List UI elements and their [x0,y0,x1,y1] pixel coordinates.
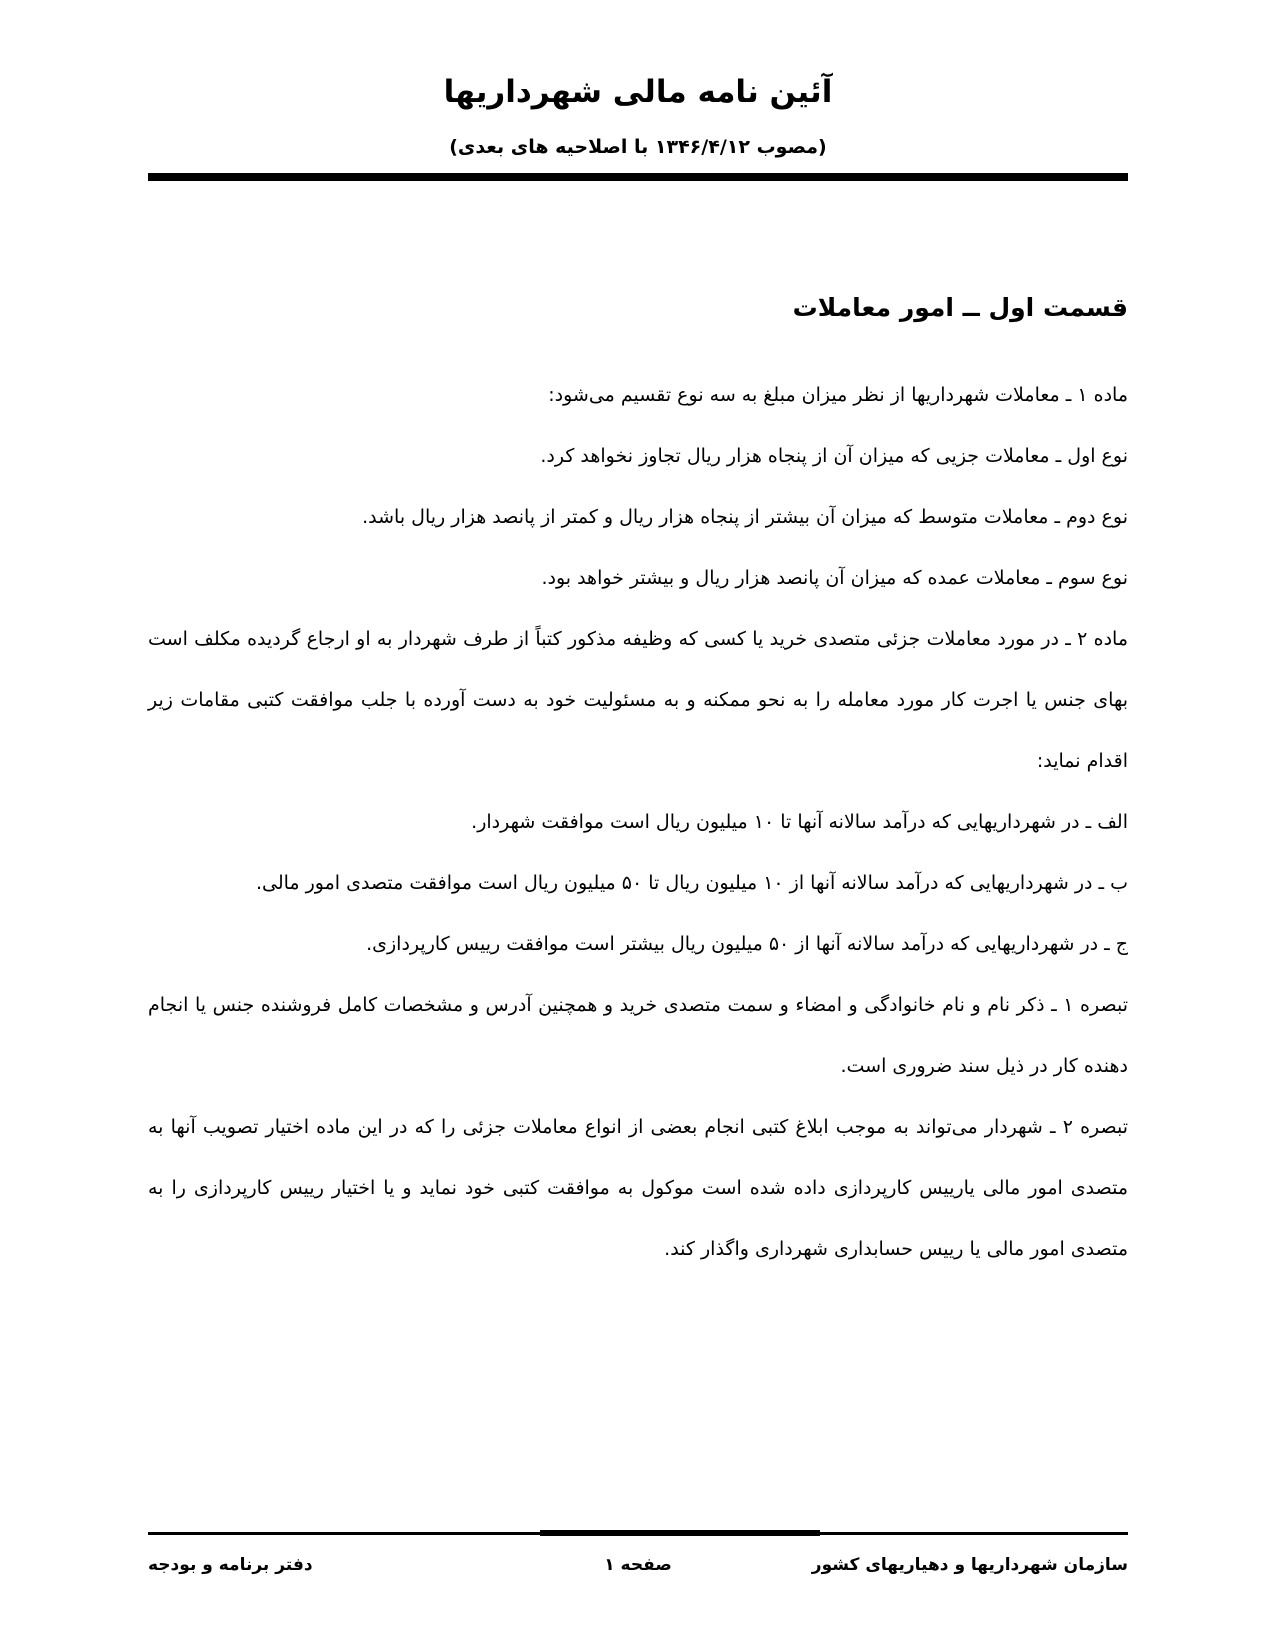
paragraph-article-1: ماده ۱ ـ معاملات شهرداریها از نظر میزان مبلغ به سه نوع تقسیم می‌شود: [548,384,1128,406]
page-footer [148,1550,1128,1580]
footer-department: دفتر برنامه و بودجه [148,1555,313,1575]
paragraph-type-3: نوع سوم ـ معاملات عمده که میزان آن پانصد هزار ریال و بیشتر خواهد بود. [541,567,1128,589]
document-body [148,365,1128,1280]
paragraph-article-2: ماده ۲ ـ در مورد معاملات جزئی متصدی خرید یا کسی که وظیفه مذکور کتباً از طرف شهردار به او ارجاع گردیده مکلف است بهای جنس یا اجرت کار مورد معامله را به نحو ممکنه و به مسئولیت خود به دست آورده با جلب موافقت کتبی مقامات زیر اقدام نماید: [148,628,1129,772]
paragraph-type-1: نوع اول ـ معاملات جزیی که میزان آن از پنجاه هزار ریال تجاوز نخواهد کرد. [540,445,1128,467]
document-subtitle: (مصوب ۱۳۴۶/۴/۱۲ با اصلاحیه های بعدی) [449,136,827,158]
paragraph-clause-alef: الف ـ در شهرداریهایی که درآمد سالانه آنها تا ۱۰ میلیون ریال است موافقت شهردار. [471,811,1128,833]
header-divider [148,173,1128,181]
section-heading: قسمت اول ــ امور معاملات [792,293,1128,322]
paragraph-type-2: نوع دوم ـ معاملات متوسط که میزان آن بیشتر از پنجاه هزار ریال و کمتر از پانصد هزار ریال باشد. [362,506,1128,528]
footer-divider-accent [540,1530,820,1536]
footer-page-number: صفحه ۱ [604,1555,672,1575]
paragraph-clause-be: ب ـ در شهرداریهایی که درآمد سالانه آنها از ۱۰ میلیون ریال تا ۵۰ میلیون ریال است موافقت متصدی امور مالی. [255,872,1128,894]
footer-organization: سازمان شهرداریها و دهیاریهای کشور [811,1555,1128,1575]
paragraph-note-2: تبصره ۲ ـ شهردار می‌تواند به موجب ابلاغ کتبی انجام بعضی از انواع معاملات جزئی را که در این ماده اختیار تصویب آنها به متصدی امور مالی یارییس کارپردازی داده شده است موکول به موافقت کتبی خود نماید و یا اختیار رییس کارپردازی را به متصدی امور مالی یا رییس حسابداری شهرداری واگذار کند. [148,1116,1129,1260]
paragraph-clause-jim: ج ـ در شهرداریهایی که درآمد سالانه آنها از ۵۰ میلیون ریال بیشتر است موافقت رییس کارپردازی. [366,933,1128,955]
document-title: آئین نامه مالی شهرداریها [443,74,833,110]
paragraph-note-1: تبصره ۱ ـ ذکر نام و نام خانوادگی و امضاء و سمت متصدی خرید و همچنین آدرس و مشخصات کامل فروشنده جنس یا انجام دهنده کار در ذیل سند ضروری است. [148,994,1128,1077]
